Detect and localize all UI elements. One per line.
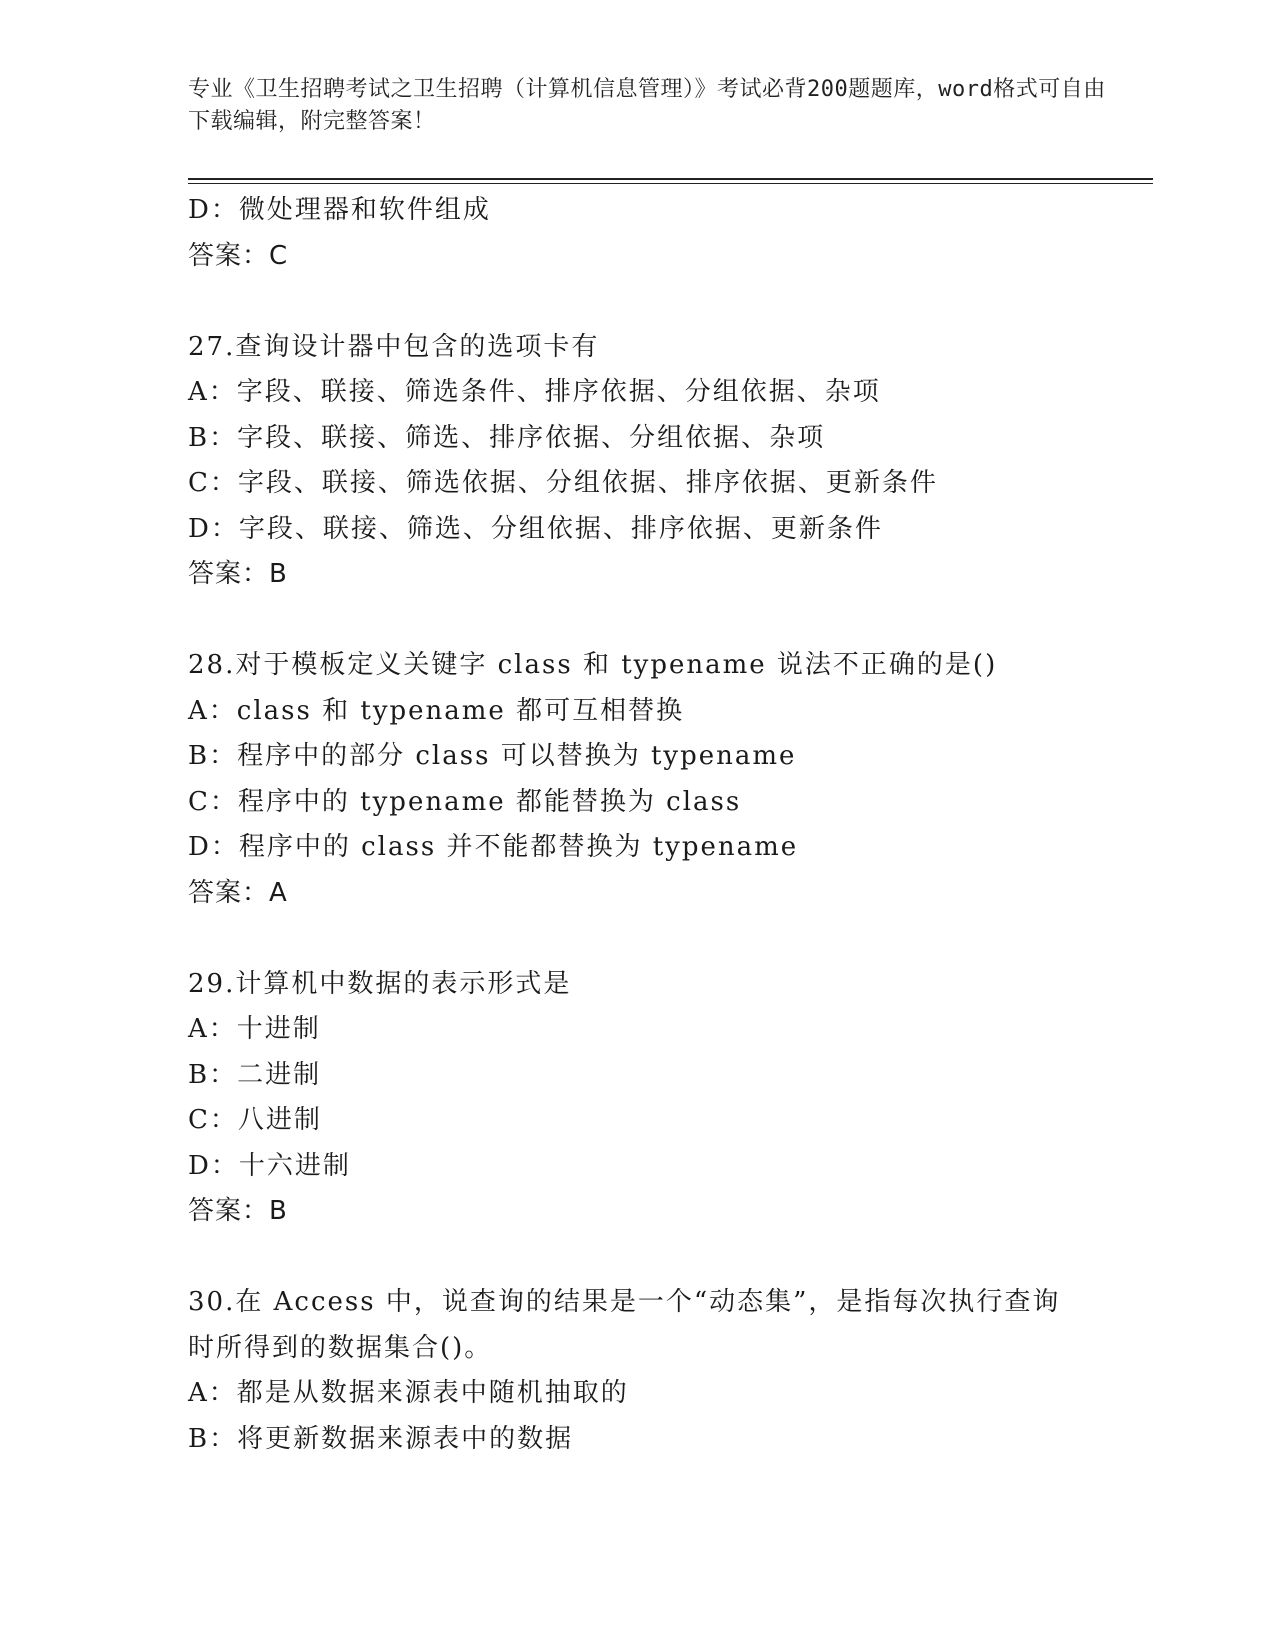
header-divider — [188, 178, 1153, 180]
option-text: A：十进制 — [188, 1014, 321, 1044]
document-header: 专业《卫生招聘考试之卫生招聘（计算机信息管理）》考试必背200题题库，word格式可自由下载编辑，附完整答案！ — [188, 77, 1106, 134]
option-text: A：字段、联接、筛选条件、排序依据、分组依据、杂项 — [188, 377, 881, 407]
header-divider-thin — [188, 183, 1153, 184]
option-text: B：将更新数据来源表中的数据 — [188, 1423, 574, 1454]
answer-text: 答案：C — [188, 240, 289, 271]
spacer — [188, 598, 1153, 644]
option-text: A：class 和 typename 都可互相替换 — [188, 695, 685, 726]
question-stem: 29.计算机中数据的表示形式是 — [188, 968, 572, 999]
option-text: D：程序中的 class 并不能都替换为 typename — [188, 832, 799, 862]
option-text: B：二进制 — [188, 1059, 322, 1090]
question-content — [188, 188, 1153, 1462]
option-text: B：字段、联接、筛选、排序依据、分组依据、杂项 — [188, 422, 826, 453]
answer-text: 答案：B — [188, 1196, 288, 1226]
spacer — [188, 1235, 1153, 1281]
question-stem: 27.查询设计器中包含的选项卡有 — [188, 331, 600, 362]
question-stem: 28.对于模板定义关键字 class 和 typename 说法不正确的是() — [188, 650, 998, 680]
answer-text: 答案：B — [188, 559, 288, 589]
option-text: D：十六进制 — [188, 1150, 351, 1181]
option-text: B：程序中的部分 class 可以替换为 typename — [188, 741, 797, 771]
option-text: D：微处理器和软件组成 — [188, 195, 491, 225]
spacer — [188, 279, 1153, 325]
option-text: C：字段、联接、筛选依据、分组依据、排序依据、更新条件 — [188, 468, 938, 498]
question-stem: 30.在 Access 中，说查询的结果是一个“动态集”，是指每次执行查询时所得到的数据集合()。 — [188, 1287, 1061, 1363]
answer-text: 答案：A — [188, 877, 288, 908]
option-text: D：字段、联接、筛选、分组依据、排序依据、更新条件 — [188, 513, 883, 544]
option-text: C：程序中的 typename 都能替换为 class — [188, 786, 742, 817]
option-text: C：八进制 — [188, 1105, 322, 1135]
spacer — [188, 916, 1153, 962]
option-text: A：都是从数据来源表中随机抽取的 — [188, 1378, 629, 1408]
